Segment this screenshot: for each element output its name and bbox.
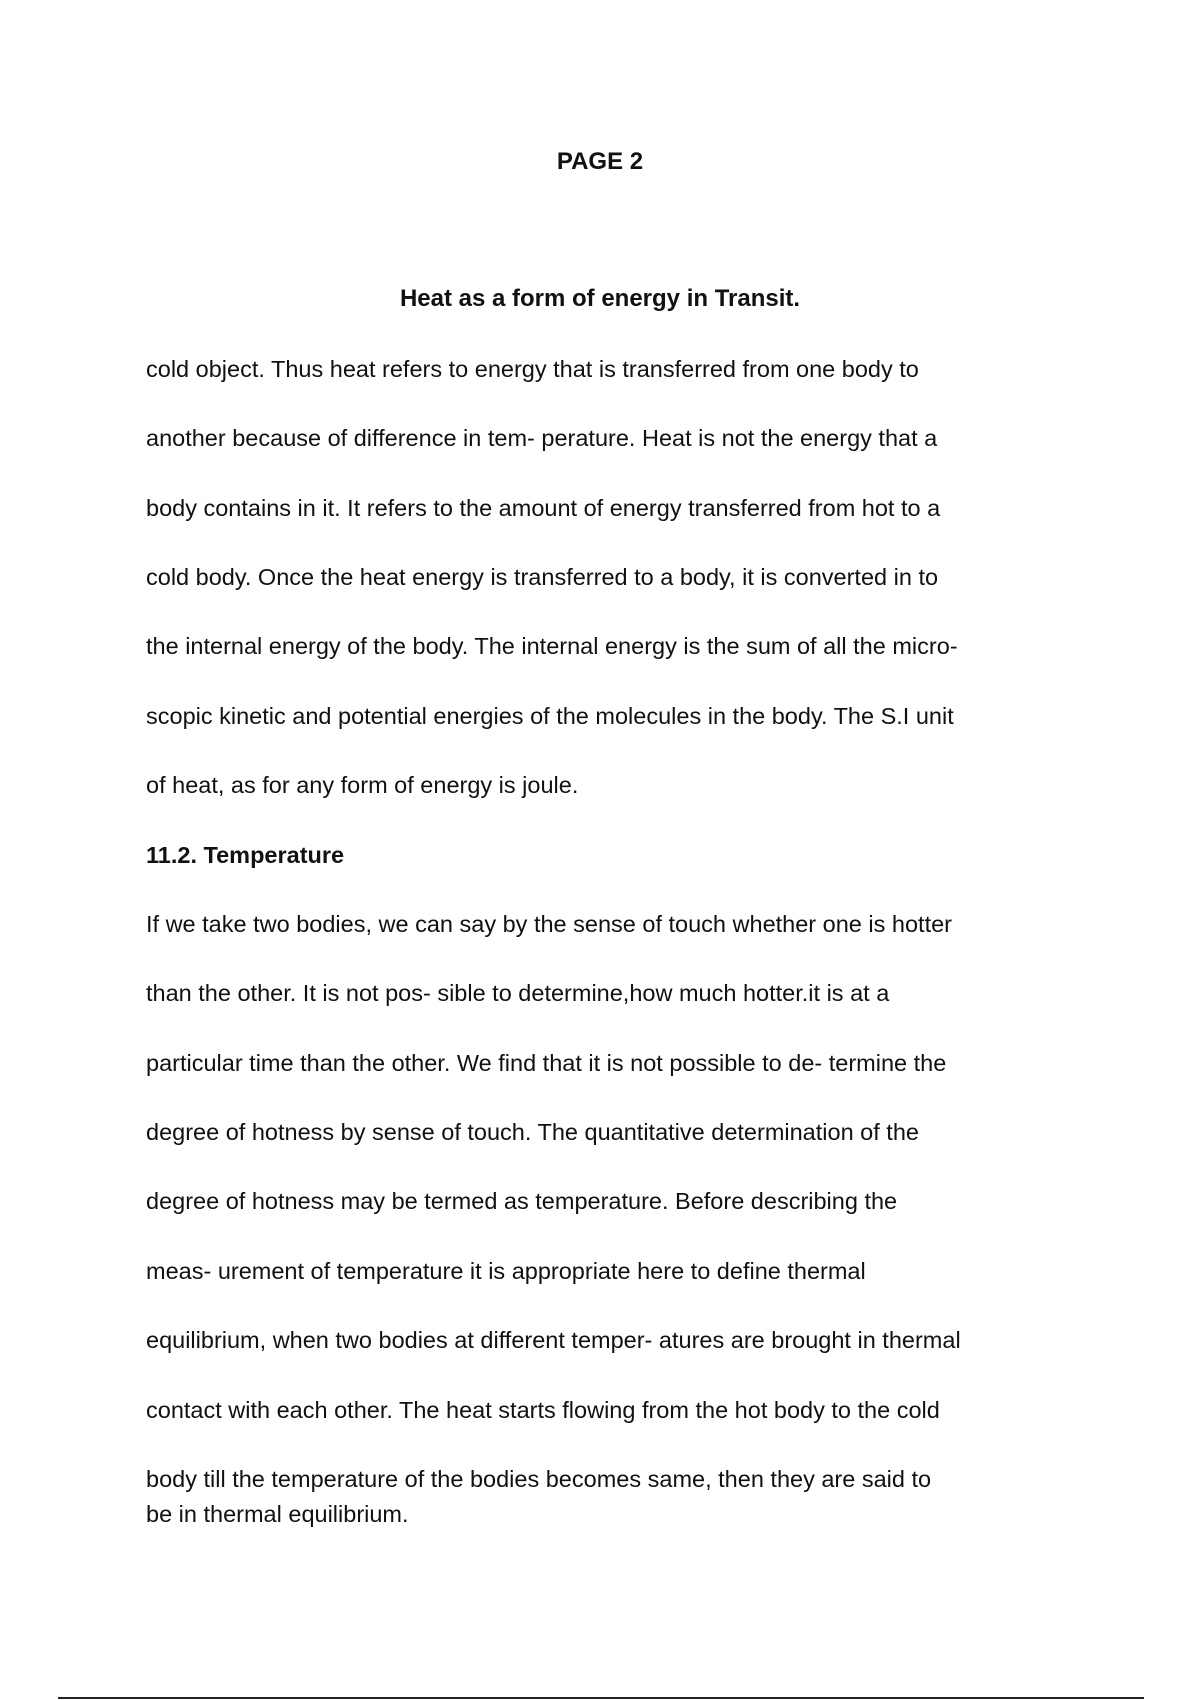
- paragraph-line: cold body. Once the heat energy is transferred to a body, it is converted in to: [146, 564, 939, 590]
- paragraph-line: than the other. It is not pos- sible to determine,how much hotter.it is at a: [146, 980, 890, 1006]
- paragraph-line: degree of hotness by sense of touch. The quantitative determination of the: [146, 1119, 919, 1145]
- paragraph-line: contact with each other. The heat starts flowing from the hot body to the cold: [146, 1397, 940, 1423]
- paragraph-line: another because of difference in tem- perature. Heat is not the energy that a: [146, 425, 938, 451]
- subsection-heading: 11.2. Temperature: [146, 842, 345, 868]
- page-number-label: PAGE 2: [556, 148, 644, 175]
- paragraph-line: If we take two bodies, we can say by the sense of touch whether one is hotter: [146, 911, 952, 937]
- paragraph-line: body contains in it. It refers to the amount of energy transferred from hot to a: [146, 495, 941, 521]
- paragraph-line: equilibrium, when two bodies at different temper- atures are brought in thermal: [146, 1327, 961, 1353]
- paragraph-line: be in thermal equilibrium.: [146, 1501, 409, 1527]
- paragraph-line: cold object. Thus heat refers to energy that is transferred from one body to: [146, 356, 919, 382]
- footer-divider: [58, 1697, 1144, 1699]
- paragraph-line: scopic kinetic and potential energies of the molecules in the body. The S.I unit: [146, 703, 954, 729]
- paragraph-line: body till the temperature of the bodies becomes same, then they are said to: [146, 1466, 932, 1492]
- paragraph-line: the internal energy of the body. The internal energy is the sum of all the micro-: [146, 633, 958, 659]
- paragraph-line: particular time than the other. We find that it is not possible to de- termine the: [146, 1050, 947, 1076]
- paragraph-line: meas- urement of temperature it is appropriate here to define thermal: [146, 1258, 866, 1284]
- paragraph-line: degree of hotness may be termed as temperature. Before describing the: [146, 1188, 898, 1214]
- section-title: Heat as a form of energy in Transit.: [399, 285, 801, 312]
- paragraph-line: of heat, as for any form of energy is joule.: [146, 772, 579, 798]
